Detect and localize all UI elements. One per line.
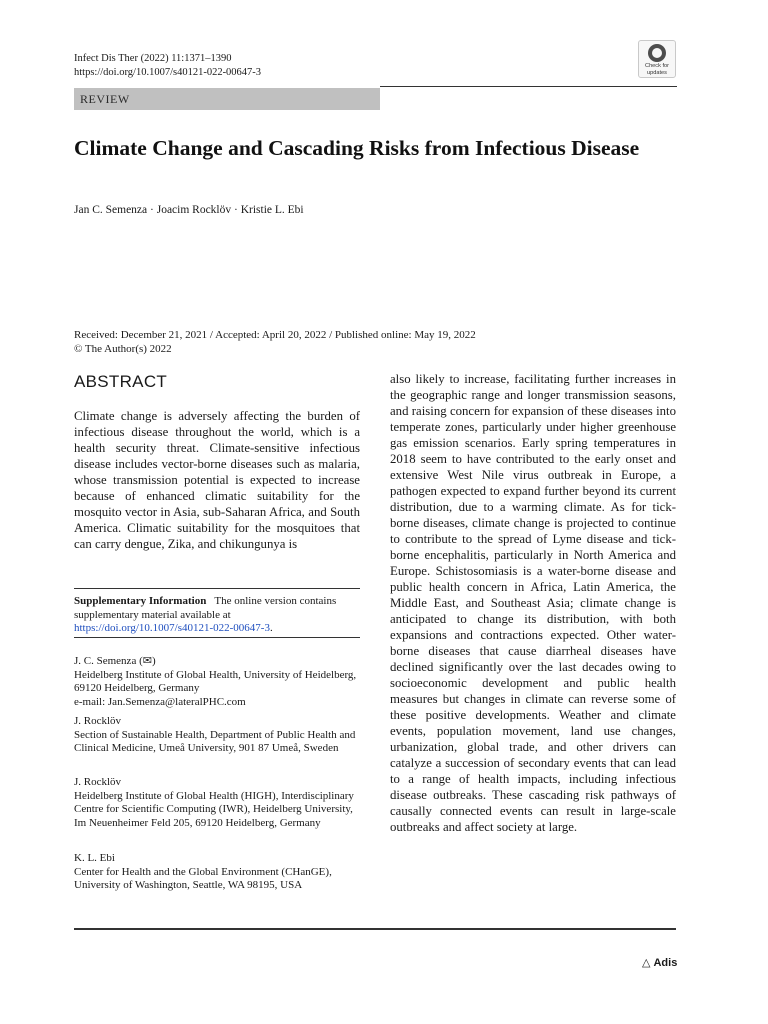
abstract-text-right: also likely to increase, facilitating further increases in the geographic range and longer transmission seasons, and raising concern for expansion of these diseases into temperate zones, particularly under higher greenhouse gas emission scenarios. Early spring temperatures in 2018 seem to have contributed to the early onset and extensive West Nile virus outbreak in Europe, a pathogen expected to expand further beyond its current distribution, due to a warming climate. As for tick-borne diseases, climate change is projected to continue to contribute to the spread of Lyme disease and tick-borne encephalitis, particularly in North America and Europe. Schistosomiasis is a water-borne disease and public health concern in Africa, Latin America, the Middle East, and Southeast Asia; climate change is anticipated to change its distribution, with both expansions and contractions expected. Other water-borne diseases that cause diarrheal diseases have declined significantly over the last decades owing to socioeconomic development and public health measures but changes in climate can reverse some of these positive developments. Weather and climate events, population movement, land use changes, urbanization, global trade, and other drivers can catalyze a succession of secondary events that can lead to a range of health impacts, including infectious disease outbreaks. These cascading risk pathways of causally connected events can result in large-scale outbreaks and affect society at large. [390,372,676,834]
copyright-notice: © The Author(s) 2022 [74,343,172,355]
abstract-text-left: Climate change is adversely affecting the burden of infectious disease throughout the world, which is a health security threat. Climate-sensitive infectious disease includes vector-borne diseases such as malaria, whose transmission potential is expected to increase because of enhanced climatic suitability for the mosquito vector in Asia, sub-Saharan Africa, and South America. Climatic suitability for the mosquitoes that can carry dengue, Zika, and chikungunya is [74,409,360,551]
publisher-name: Adis [653,957,678,969]
doi-link[interactable]: https://doi.org/10.1007/s40121-022-00647-3 [74,67,262,78]
affiliation-address: Heidelberg Institute of Global Health, University of Heidelberg, 69120 Heidelberg, Germany [74,668,357,694]
check-for-updates-badge[interactable] [638,40,676,78]
affiliation-address: Center for Health and the Global Environment (CHanGE), University of Washington, Seattle, WA 98195, USA [74,865,332,891]
affiliation-name: J. Rocklöv [74,715,122,727]
article-type-label: REVIEW [80,92,130,106]
abstract-heading: ABSTRACT [74,372,168,391]
article-type-bar [74,88,380,110]
affiliation-address: Heidelberg Institute of Global Health (HIGH), Interdisciplinary Centre for Scientific Computing (IWR), Heidelberg University, Im Neuenheimer Feld 205, 69120 Heidelberg, Germany [74,789,354,829]
affiliation-address: Section of Sustainable Health, Department of Public Health and Clinical Medicine, Umeå University, 901 87 Umeå, Sweden [74,728,356,754]
triangle-icon: △ [642,957,651,969]
supplementary-link[interactable]: https://doi.org/10.1007/s40121-022-00647-3 [74,622,270,634]
crossmark-icon [648,44,666,62]
affiliation-name: K. L. Ebi [74,852,115,864]
affiliation-semenza [74,655,360,709]
supplementary-text: The online version contains supplementary material available at [74,595,337,621]
publication-dates: Received: December 21, 2021 / Accepted: April 20, 2022 / Published online: May 19, 2022 [74,329,476,341]
supplementary-divider-bottom [74,637,360,638]
supplementary-information: Supplementary Information The online version contains supplementary material available at https://doi.org/10.1007/s40121-022-00647-3. [74,595,337,634]
affiliation-email[interactable]: e-mail: Jan.Semenza@lateralPHC.com [74,695,246,708]
badge-label-1: Check for [645,63,669,69]
affiliation-rocklov-umea [74,715,360,756]
supplementary-divider-top [74,588,360,589]
affiliation-ebi [74,852,360,893]
footer-divider [74,928,676,930]
article-title: Climate Change and Cascading Risks from Infectious Disease [74,136,640,160]
publisher-logo [642,956,677,969]
affiliation-name: J. C. Semenza (✉) [74,655,156,667]
affiliation-rocklov-heidelberg [74,776,360,830]
header-divider [380,86,677,87]
badge-label-2: updates [647,70,667,76]
author-list: Jan C. Semenza · Joacim Rocklöv · Kristie L. Ebi [74,204,304,216]
supplementary-label: Supplementary Information [74,595,207,607]
affiliation-name: J. Rocklöv [74,776,122,788]
journal-reference: Infect Dis Ther (2022) 11:1371–1390 [74,53,232,64]
